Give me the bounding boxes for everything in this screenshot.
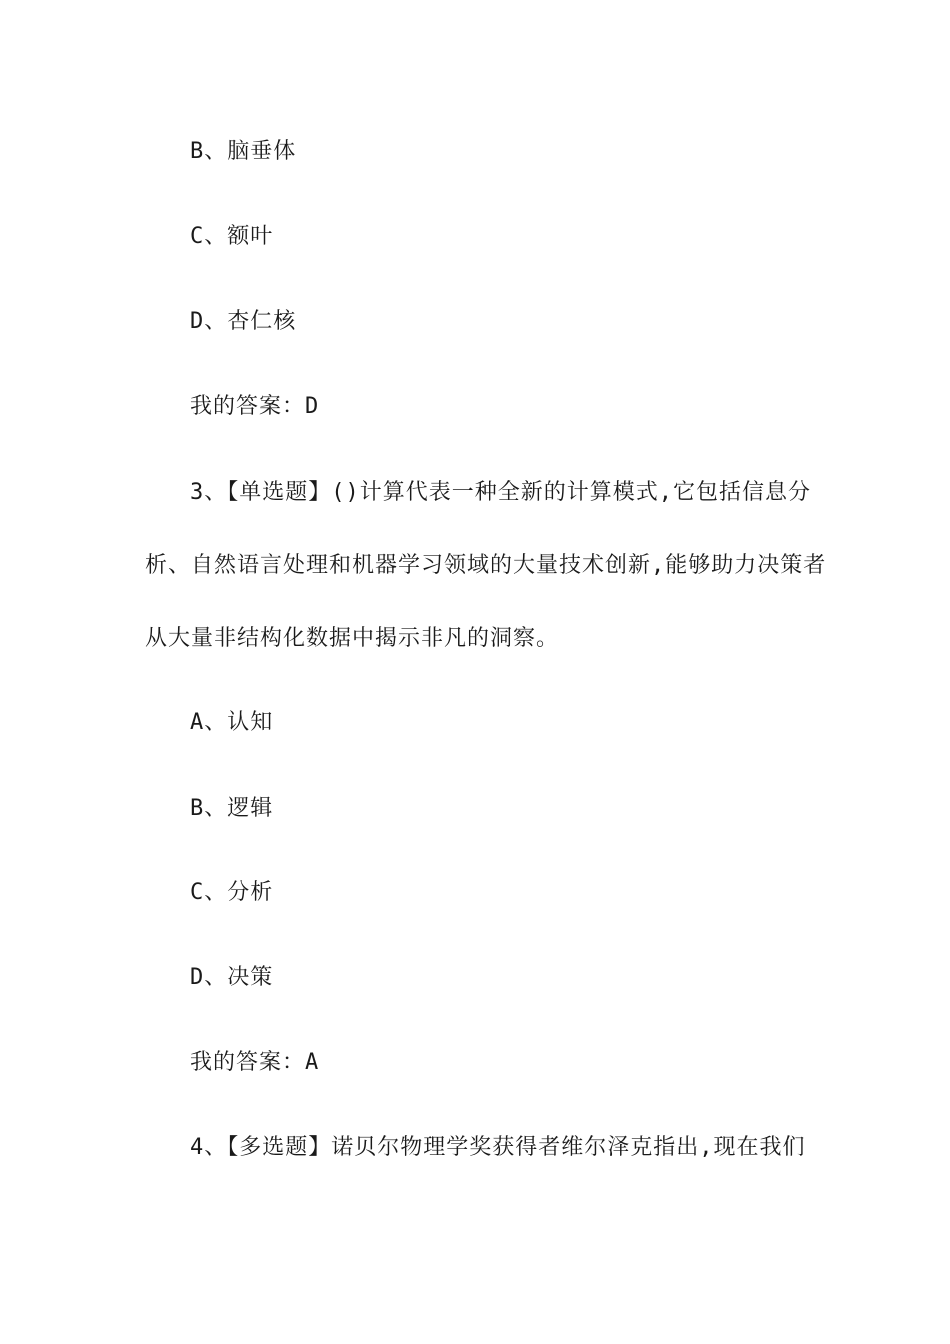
question-stem-continued: 从大量非结构化数据中揭示非凡的洞察。 (145, 626, 560, 651)
option-b: B、逻辑 (190, 796, 274, 821)
question-stem: 3、【单选题】()计算代表一种全新的计算模式,它包括信息分 (190, 480, 811, 505)
option-b: B、脑垂体 (190, 139, 297, 164)
option-c: C、额叶 (190, 224, 274, 249)
question-stem: 4、【多选题】诺贝尔物理学奖获得者维尔泽克指出,现在我们 (190, 1135, 806, 1160)
option-c: C、分析 (190, 880, 274, 905)
option-a: A、认知 (190, 710, 274, 735)
option-d: D、杏仁核 (190, 309, 297, 334)
my-answer: 我的答案：D (190, 394, 320, 419)
question-stem-continued: 析、自然语言处理和机器学习领域的大量技术创新,能够助力决策者 (145, 553, 827, 578)
my-answer: 我的答案：A (190, 1050, 320, 1075)
option-d: D、决策 (190, 965, 274, 990)
